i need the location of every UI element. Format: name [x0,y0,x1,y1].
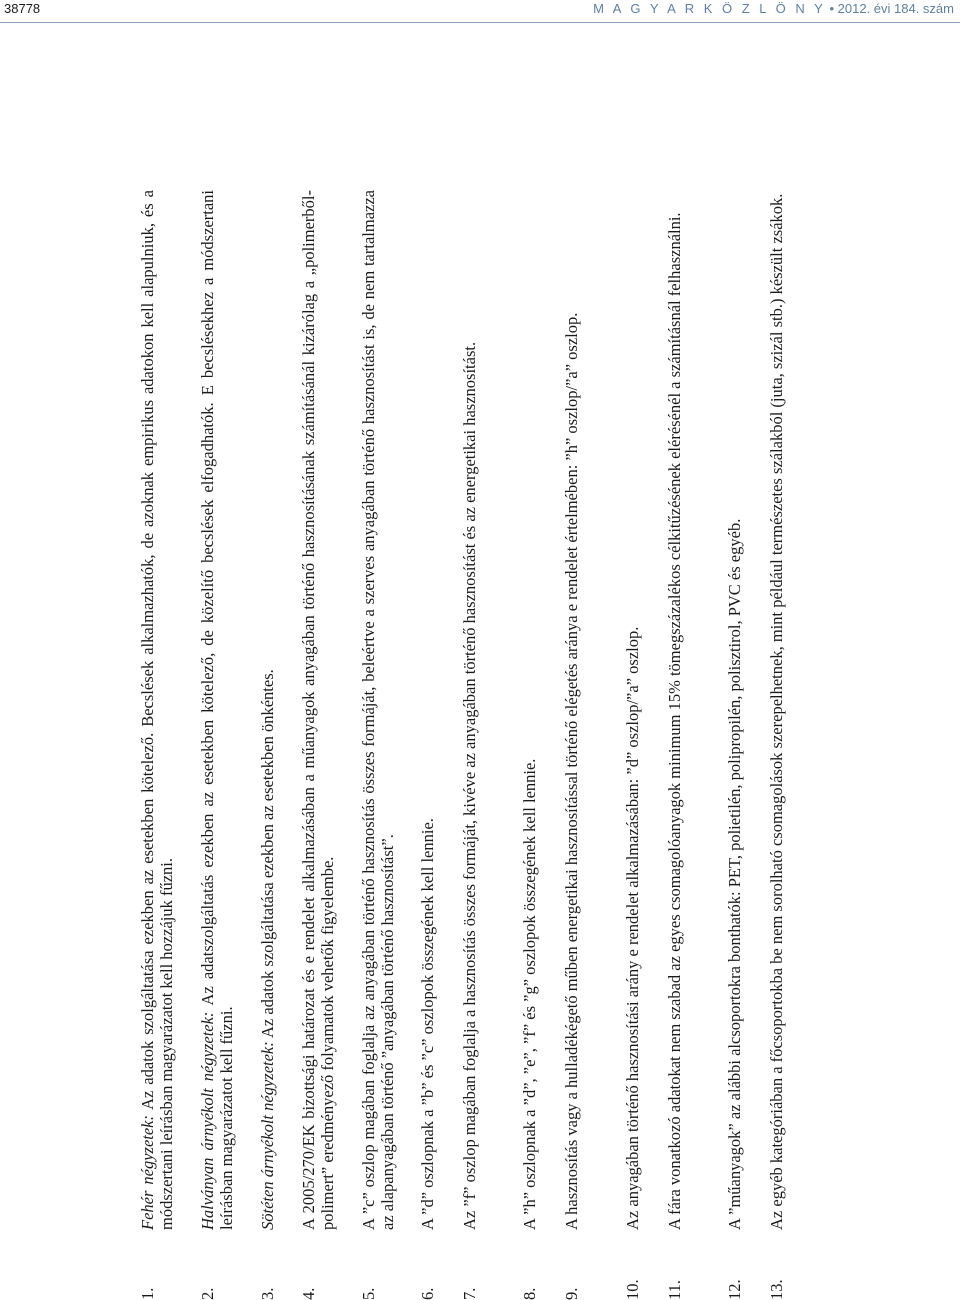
issue-label: 2012. évi 184. szám [837,1,954,16]
note-label: Sötéten árnyékolt négyzetek: [258,1041,277,1230]
rotated-notes [120,190,820,1300]
note-number: 1. [138,1287,157,1300]
note-label: Fehér négyzetek: [138,1115,157,1230]
note-text [359,190,397,1230]
note-text [299,190,337,1230]
note-text [198,190,236,1230]
note-number: 5. [359,1287,378,1300]
note-text [138,190,176,1230]
page-number: 38778 [4,1,41,16]
note-body: A ”műanyagok” az alábbi alcsoportokra bonthatók: PET, polietilén, polipropilén, polisztirol, PVC és egyéb. [725,518,744,1230]
note-body: Az adatszolgáltatás ezekben az esetekben kötelező, de közelítő becslések elfogadhatók. E becslésekhez a módszertani leírásban magyarázatot kell fűzni. [198,190,236,1230]
note-number: 6. [418,1287,437,1300]
page-header [0,0,960,24]
note-number: 2. [198,1287,217,1300]
note-number: 13. [767,1279,786,1300]
note-body: Az adatok szolgáltatása ezekben az esetekben kötelező. Becslések alkalmazhatók, de azoknak empirikus adatokon kell alapulniuk, és a módszertani leírásban magyarázatot kell hozzájuk fűzni. [138,190,176,1230]
bullet-separator: • [829,1,835,16]
note-text [767,190,786,1230]
note-number: 9. [562,1287,581,1300]
note-body: Az ”f” oszlop magában foglalja a hasznosítás összes formáját, kivéve az anyagában történő hasznosítást és az energetikai hasznosítást. [460,341,479,1230]
note-text [418,190,437,1230]
note-body: Az anyagában történő hasznosítási arány e rendelet alkalmazásában: ”d” oszlop/”a” oszlop. [623,626,642,1230]
journal-title: M A G Y A R K Ö Z L Ö N Y [593,1,826,16]
header-rule [0,22,960,23]
note-body: A ”h” oszlopnak a ”d”, ”e”, ”f” és ”g” oszlopok összegének kell lennie. [520,758,539,1230]
running-head [593,1,954,16]
note-text [520,190,539,1230]
note-body: Az adatok szolgáltatása ezekben az esetekben önkéntes. [258,669,277,1042]
note-number: 12. [725,1279,744,1300]
note-number: 4. [299,1287,318,1300]
note-text [665,190,684,1230]
note-body: A 2005/270/EK bizottsági határozat és e rendelet alkalmazásában a műanyagok anyagában történő hasznosításának számításánál kizárólag a „polimerből-polimert” eredményező folyamatok vehetők figyelembe. [299,190,337,1230]
note-number: 3. [258,1287,277,1300]
note-text [725,190,744,1230]
note-text [623,190,642,1230]
note-number: 11. [665,1279,684,1300]
note-body: Az egyéb kategóriában a főcsoportokba be nem sorolható csomagolások szerepelhetnek, mint például természetes szálakból (juta, szizál stb.) készült zsákok. [767,193,786,1230]
note-number: 8. [520,1287,539,1300]
note-body: A fára vonatkozó adatokat nem szabad az egyes csomagolóanyagok minimum 15% tömegszázalékos célkitűzésének elérésénél a számításnál felhasználni. [665,212,684,1230]
note-text [258,190,277,1230]
note-body: A ”d” oszlopnak a ”b” és ”c” oszlopok összegének kell lennie. [418,818,437,1230]
note-body: A hasznosítás vagy a hulladékégető műben energetikai hasznosítással történő elégetés aránya e rendelet értelmében: ”h” oszlop/”a” oszlop. [562,312,581,1230]
note-number: 7. [460,1287,479,1300]
note-label: Halványan árnyékolt négyzetek: [198,1011,217,1230]
note-number: 10. [623,1279,642,1300]
note-body: A ”c” oszlop magában foglalja az anyagában történő hasznosítás összes formáját, beleértve a szerves anyagában történő hasznosítást is, de nem tartalmazza az alapanyagában történő ”anyagában történő hasznosítást”. [359,190,397,1230]
note-text [562,190,581,1230]
note-text [460,190,479,1230]
